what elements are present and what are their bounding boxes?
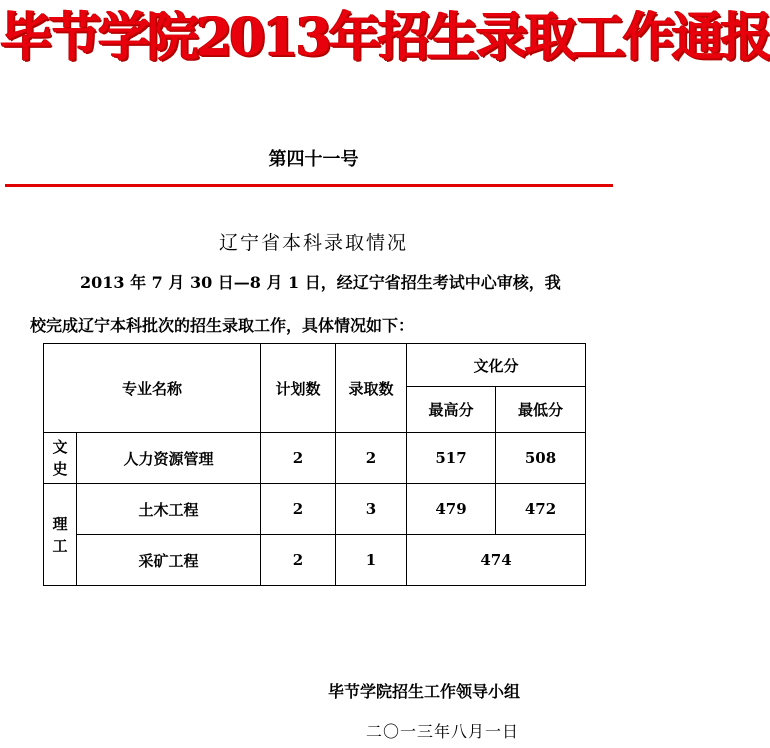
paragraph-line-2: 校完成辽宁本科批次的招生录取工作，具体情况如下： xyxy=(30,316,415,335)
row-max: 479 xyxy=(407,484,496,535)
section-title: 辽宁省本科录取情况 xyxy=(218,232,408,254)
row-plan: 2 xyxy=(261,484,336,535)
row-max: 517 xyxy=(407,433,496,484)
row-merged-score: 474 xyxy=(407,535,586,586)
row-min: 472 xyxy=(496,484,586,535)
row-admitted: 3 xyxy=(336,484,407,535)
header-admitted: 录取数 xyxy=(336,344,407,433)
header-plan: 计划数 xyxy=(261,344,336,433)
row-admitted: 1 xyxy=(336,535,407,586)
admission-table xyxy=(43,343,586,586)
masthead-title: 毕节学院2013年招生录取工作通报 xyxy=(0,7,770,68)
row-major: 人力资源管理 xyxy=(77,433,261,484)
signer: 毕节学院招生工作领导小组 xyxy=(328,682,521,701)
table-row xyxy=(44,535,586,586)
category-label: 理 工 xyxy=(52,514,68,555)
header-culture-score: 文化分 xyxy=(407,344,586,387)
category-liberal-arts xyxy=(44,433,77,484)
paragraph-line-1: 2013 年 7 月 30 日—8 月 1 日，经辽宁省招生考试中心审核，我 xyxy=(80,273,561,292)
table-row xyxy=(44,484,586,535)
row-plan: 2 xyxy=(261,535,336,586)
table-row xyxy=(44,433,586,484)
row-plan: 2 xyxy=(261,433,336,484)
issue-date: 二〇一三年八月一日 xyxy=(366,722,520,741)
category-label: 文 史 xyxy=(52,438,68,478)
row-min: 508 xyxy=(496,433,586,484)
row-major: 采矿工程 xyxy=(77,535,261,586)
row-major: 土木工程 xyxy=(77,484,261,535)
issue-number: 第四十一号 xyxy=(268,149,359,170)
red-divider xyxy=(5,184,613,187)
category-science xyxy=(44,484,77,586)
header-min-score: 最低分 xyxy=(496,387,586,433)
row-admitted: 2 xyxy=(336,433,407,484)
header-major: 专业名称 xyxy=(44,344,261,433)
header-max-score: 最高分 xyxy=(407,387,496,433)
table-header-row xyxy=(44,344,586,387)
